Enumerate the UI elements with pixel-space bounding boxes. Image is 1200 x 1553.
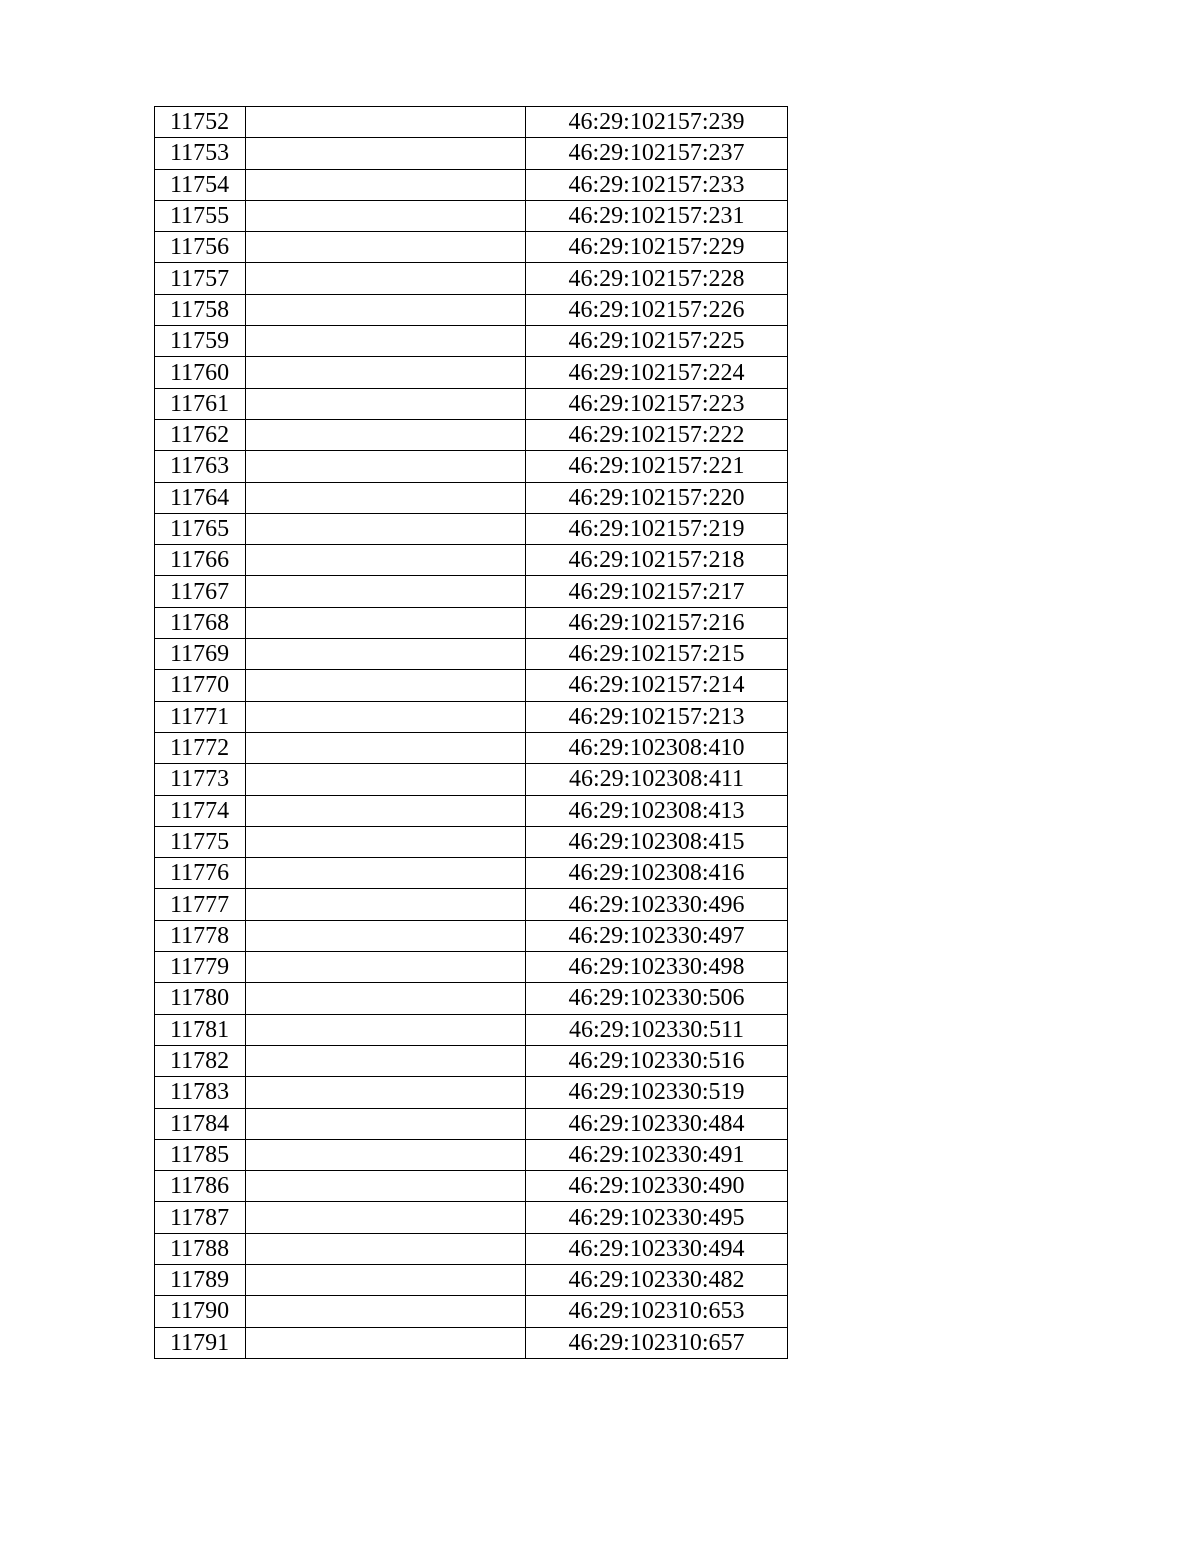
row-number-cell: 11757 bbox=[155, 263, 246, 294]
row-number-cell: 11784 bbox=[155, 1108, 246, 1139]
row-number-cell: 11767 bbox=[155, 576, 246, 607]
table-row bbox=[155, 200, 788, 231]
table-row bbox=[155, 513, 788, 544]
table-row bbox=[155, 232, 788, 263]
row-number-cell: 11779 bbox=[155, 952, 246, 983]
row-number-cell: 11759 bbox=[155, 326, 246, 357]
cadastral-number-cell: 46:29:102157:221 bbox=[526, 451, 788, 482]
table-row bbox=[155, 1045, 788, 1076]
row-number-cell: 11771 bbox=[155, 701, 246, 732]
cadastral-number-cell: 46:29:102330:519 bbox=[526, 1077, 788, 1108]
cadastral-number-cell: 46:29:102330:490 bbox=[526, 1171, 788, 1202]
row-number-cell: 11752 bbox=[155, 107, 246, 138]
cadastral-number-cell: 46:29:102310:657 bbox=[526, 1327, 788, 1358]
empty-cell bbox=[246, 1264, 526, 1295]
row-number-cell: 11781 bbox=[155, 1014, 246, 1045]
row-number-cell: 11753 bbox=[155, 138, 246, 169]
cadastral-number-cell: 46:29:102330:511 bbox=[526, 1014, 788, 1045]
cadastral-number-cell: 46:29:102308:415 bbox=[526, 826, 788, 857]
row-number-cell: 11788 bbox=[155, 1233, 246, 1264]
row-number-cell: 11764 bbox=[155, 482, 246, 513]
cadastral-number-cell: 46:29:102157:217 bbox=[526, 576, 788, 607]
empty-cell bbox=[246, 169, 526, 200]
cadastral-number-cell: 46:29:102330:497 bbox=[526, 920, 788, 951]
row-number-cell: 11760 bbox=[155, 357, 246, 388]
row-number-cell: 11763 bbox=[155, 451, 246, 482]
row-number-cell: 11762 bbox=[155, 419, 246, 450]
table-row bbox=[155, 858, 788, 889]
row-number-cell: 11772 bbox=[155, 732, 246, 763]
empty-cell bbox=[246, 1045, 526, 1076]
row-number-cell: 11769 bbox=[155, 639, 246, 670]
empty-cell bbox=[246, 107, 526, 138]
cadastral-number-cell: 46:29:102157:229 bbox=[526, 232, 788, 263]
table-row bbox=[155, 294, 788, 325]
table-row bbox=[155, 764, 788, 795]
empty-cell bbox=[246, 200, 526, 231]
empty-cell bbox=[246, 357, 526, 388]
empty-cell bbox=[246, 451, 526, 482]
table-row bbox=[155, 607, 788, 638]
cadastral-number-cell: 46:29:102157:233 bbox=[526, 169, 788, 200]
cadastral-number-cell: 46:29:102330:496 bbox=[526, 889, 788, 920]
table-row bbox=[155, 576, 788, 607]
table-row bbox=[155, 326, 788, 357]
table-row bbox=[155, 388, 788, 419]
empty-cell bbox=[246, 639, 526, 670]
cadastral-number-cell: 46:29:102157:239 bbox=[526, 107, 788, 138]
table-row bbox=[155, 701, 788, 732]
empty-cell bbox=[246, 138, 526, 169]
empty-cell bbox=[246, 263, 526, 294]
empty-cell bbox=[246, 795, 526, 826]
cadastral-number-cell: 46:29:102308:416 bbox=[526, 858, 788, 889]
table-row bbox=[155, 983, 788, 1014]
empty-cell bbox=[246, 513, 526, 544]
row-number-cell: 11787 bbox=[155, 1202, 246, 1233]
table-row bbox=[155, 732, 788, 763]
cadastral-number-cell: 46:29:102157:220 bbox=[526, 482, 788, 513]
cadastral-number-cell: 46:29:102310:653 bbox=[526, 1296, 788, 1327]
cadastral-number-cell: 46:29:102157:219 bbox=[526, 513, 788, 544]
row-number-cell: 11777 bbox=[155, 889, 246, 920]
table-row bbox=[155, 639, 788, 670]
row-number-cell: 11782 bbox=[155, 1045, 246, 1076]
cadastral-number-cell: 46:29:102330:484 bbox=[526, 1108, 788, 1139]
cadastral-number-cell: 46:29:102330:495 bbox=[526, 1202, 788, 1233]
row-number-cell: 11789 bbox=[155, 1264, 246, 1295]
empty-cell bbox=[246, 920, 526, 951]
empty-cell bbox=[246, 482, 526, 513]
cadastral-number-cell: 46:29:102330:506 bbox=[526, 983, 788, 1014]
row-number-cell: 11776 bbox=[155, 858, 246, 889]
empty-cell bbox=[246, 1108, 526, 1139]
row-number-cell: 11780 bbox=[155, 983, 246, 1014]
cadastral-number-cell: 46:29:102308:410 bbox=[526, 732, 788, 763]
empty-cell bbox=[246, 232, 526, 263]
cadastral-number-cell: 46:29:102157:224 bbox=[526, 357, 788, 388]
cadastral-number-cell: 46:29:102308:413 bbox=[526, 795, 788, 826]
cadastral-number-cell: 46:29:102330:498 bbox=[526, 952, 788, 983]
table-row bbox=[155, 1014, 788, 1045]
empty-cell bbox=[246, 388, 526, 419]
empty-cell bbox=[246, 826, 526, 857]
cadastral-number-cell: 46:29:102157:237 bbox=[526, 138, 788, 169]
empty-cell bbox=[246, 419, 526, 450]
table-row bbox=[155, 1202, 788, 1233]
row-number-cell: 11785 bbox=[155, 1139, 246, 1170]
empty-cell bbox=[246, 576, 526, 607]
row-number-cell: 11775 bbox=[155, 826, 246, 857]
empty-cell bbox=[246, 983, 526, 1014]
table-row bbox=[155, 1296, 788, 1327]
table-row bbox=[155, 1171, 788, 1202]
table-row bbox=[155, 138, 788, 169]
table-row bbox=[155, 670, 788, 701]
table-row bbox=[155, 1233, 788, 1264]
table-row bbox=[155, 1077, 788, 1108]
empty-cell bbox=[246, 1233, 526, 1264]
cadastral-number-cell: 46:29:102157:222 bbox=[526, 419, 788, 450]
empty-cell bbox=[246, 1296, 526, 1327]
row-number-cell: 11790 bbox=[155, 1296, 246, 1327]
table-row bbox=[155, 889, 788, 920]
table-row bbox=[155, 795, 788, 826]
table-row bbox=[155, 1108, 788, 1139]
empty-cell bbox=[246, 545, 526, 576]
empty-cell bbox=[246, 1139, 526, 1170]
table-row bbox=[155, 545, 788, 576]
row-number-cell: 11765 bbox=[155, 513, 246, 544]
empty-cell bbox=[246, 701, 526, 732]
cadastral-number-cell: 46:29:102157:213 bbox=[526, 701, 788, 732]
cadastral-number-cell: 46:29:102157:215 bbox=[526, 639, 788, 670]
empty-cell bbox=[246, 326, 526, 357]
row-number-cell: 11755 bbox=[155, 200, 246, 231]
empty-cell bbox=[246, 1202, 526, 1233]
row-number-cell: 11758 bbox=[155, 294, 246, 325]
row-number-cell: 11770 bbox=[155, 670, 246, 701]
cadastral-number-cell: 46:29:102330:516 bbox=[526, 1045, 788, 1076]
table-row bbox=[155, 419, 788, 450]
empty-cell bbox=[246, 732, 526, 763]
table-row bbox=[155, 482, 788, 513]
table-row bbox=[155, 1327, 788, 1358]
table-row bbox=[155, 107, 788, 138]
cadastral-number-cell: 46:29:102157:216 bbox=[526, 607, 788, 638]
table-row bbox=[155, 920, 788, 951]
cadastral-number-cell: 46:29:102157:226 bbox=[526, 294, 788, 325]
table-row bbox=[155, 1139, 788, 1170]
empty-cell bbox=[246, 294, 526, 325]
cadastral-number-cell: 46:29:102157:214 bbox=[526, 670, 788, 701]
row-number-cell: 11768 bbox=[155, 607, 246, 638]
cadastral-number-cell: 46:29:102330:482 bbox=[526, 1264, 788, 1295]
row-number-cell: 11786 bbox=[155, 1171, 246, 1202]
table-row bbox=[155, 357, 788, 388]
row-number-cell: 11783 bbox=[155, 1077, 246, 1108]
cadastral-number-cell: 46:29:102157:225 bbox=[526, 326, 788, 357]
table-body bbox=[155, 107, 788, 1359]
cadastral-number-cell: 46:29:102157:231 bbox=[526, 200, 788, 231]
row-number-cell: 11756 bbox=[155, 232, 246, 263]
empty-cell bbox=[246, 607, 526, 638]
empty-cell bbox=[246, 1014, 526, 1045]
cadastral-table bbox=[154, 106, 788, 1359]
row-number-cell: 11773 bbox=[155, 764, 246, 795]
table-row bbox=[155, 451, 788, 482]
empty-cell bbox=[246, 1171, 526, 1202]
table-row bbox=[155, 169, 788, 200]
row-number-cell: 11761 bbox=[155, 388, 246, 419]
table-row bbox=[155, 1264, 788, 1295]
row-number-cell: 11778 bbox=[155, 920, 246, 951]
cadastral-number-cell: 46:29:102157:218 bbox=[526, 545, 788, 576]
table-row bbox=[155, 952, 788, 983]
table-row bbox=[155, 263, 788, 294]
empty-cell bbox=[246, 1077, 526, 1108]
cadastral-number-cell: 46:29:102157:228 bbox=[526, 263, 788, 294]
cadastral-number-cell: 46:29:102308:411 bbox=[526, 764, 788, 795]
empty-cell bbox=[246, 764, 526, 795]
cadastral-number-cell: 46:29:102157:223 bbox=[526, 388, 788, 419]
row-number-cell: 11754 bbox=[155, 169, 246, 200]
empty-cell bbox=[246, 670, 526, 701]
empty-cell bbox=[246, 1327, 526, 1358]
cadastral-number-cell: 46:29:102330:491 bbox=[526, 1139, 788, 1170]
row-number-cell: 11774 bbox=[155, 795, 246, 826]
empty-cell bbox=[246, 858, 526, 889]
table-row bbox=[155, 826, 788, 857]
empty-cell bbox=[246, 889, 526, 920]
empty-cell bbox=[246, 952, 526, 983]
row-number-cell: 11791 bbox=[155, 1327, 246, 1358]
cadastral-number-cell: 46:29:102330:494 bbox=[526, 1233, 788, 1264]
row-number-cell: 11766 bbox=[155, 545, 246, 576]
